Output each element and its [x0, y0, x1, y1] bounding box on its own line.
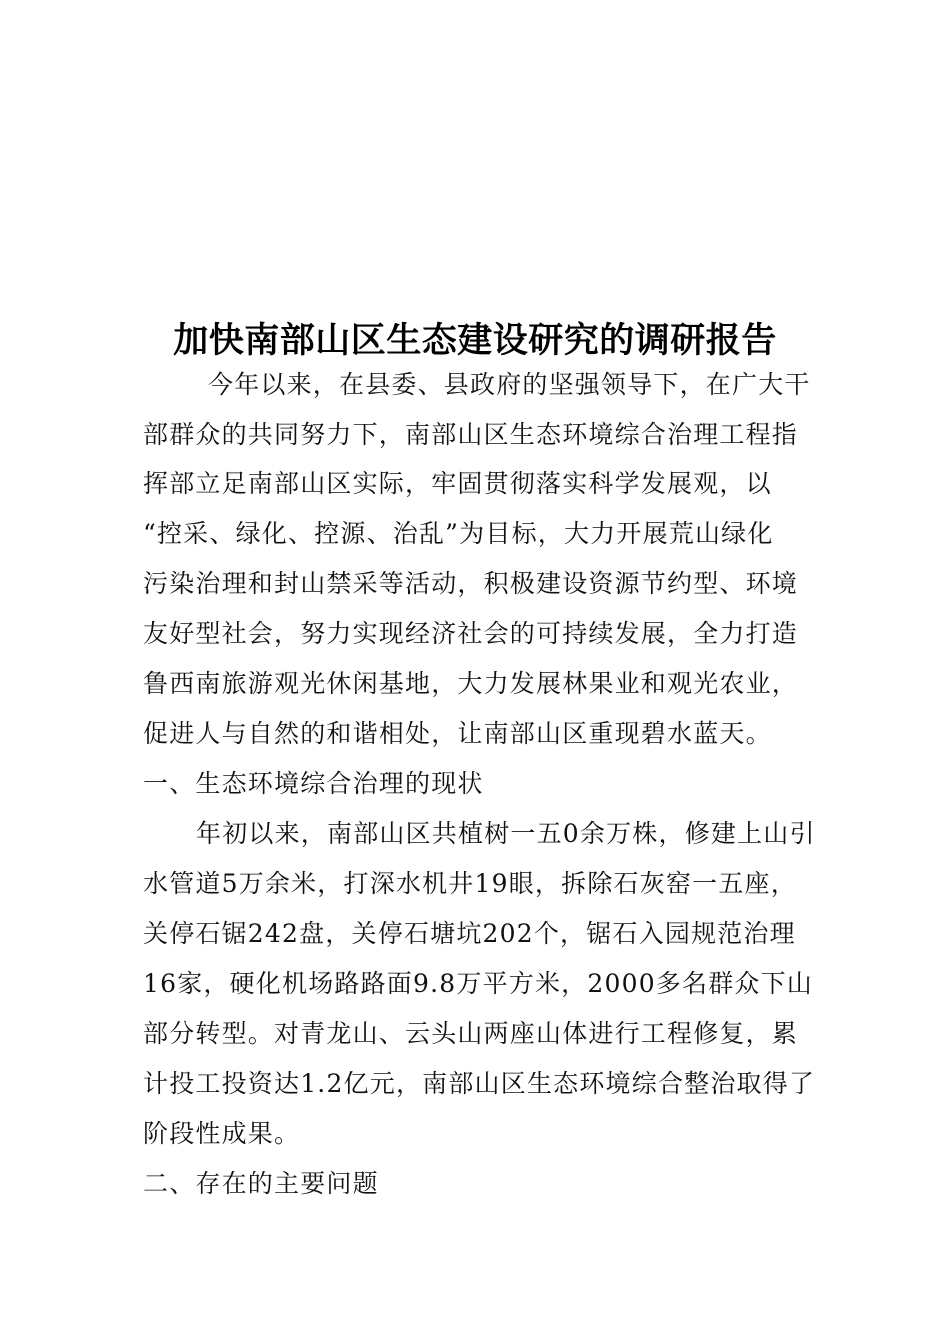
intro-line: 友好型社会，努力实现经济社会的可持续发展，全力打造 [143, 619, 799, 648]
section-heading: 一、生态环境综合治理的现状 [143, 769, 484, 798]
intro-line: 部群众的共同努力下，南部山区生态环境综合治理工程指 [143, 420, 799, 449]
intro-line: 促进人与自然的和谐相处，让南部山区重现碧水蓝天。 [143, 719, 772, 748]
section1-line: 16家，硬化机场路路面9.8万平方米，2000多名群众下山 [143, 969, 813, 998]
section-heading: 二、存在的主要问题 [143, 1169, 379, 1198]
section1-line: 阶段性成果。 [143, 1119, 301, 1148]
intro-line: 今年以来，在县委、县政府的坚强领导下，在广大干 [208, 370, 811, 399]
section1-line: 水管道5万余米，打深水机井19眼，拆除石灰窑一五座， [143, 869, 797, 898]
intro-line: 污染治理和封山禁采等活动，积极建设资源节约型、环境 [143, 569, 799, 598]
section1-line: 计投工投资达1.2亿元，南部山区生态环境综合整治取得了 [143, 1069, 816, 1098]
intro-line: 鲁西南旅游观光休闲基地，大力发展林果业和观光农业， [143, 669, 799, 698]
intro-line: “控采、绿化、控源、治乱”为目标，大力开展荒山绿化 [143, 519, 774, 548]
intro-line: 挥部立足南部山区实际，牢固贯彻落实科学发展观，以 [143, 469, 772, 498]
document-title: 加快南部山区生态建设研究的调研报告 [173, 321, 777, 361]
section1-line: 关停石锯242盘，关停石塘坑202个，锯石入园规范治理 [143, 919, 796, 948]
section1-line: 部分转型。对青龙山、云头山两座山体进行工程修复，累 [143, 1019, 799, 1048]
section1-line: 年初以来，南部山区共植树一五0余万株，修建上山引 [196, 819, 816, 848]
